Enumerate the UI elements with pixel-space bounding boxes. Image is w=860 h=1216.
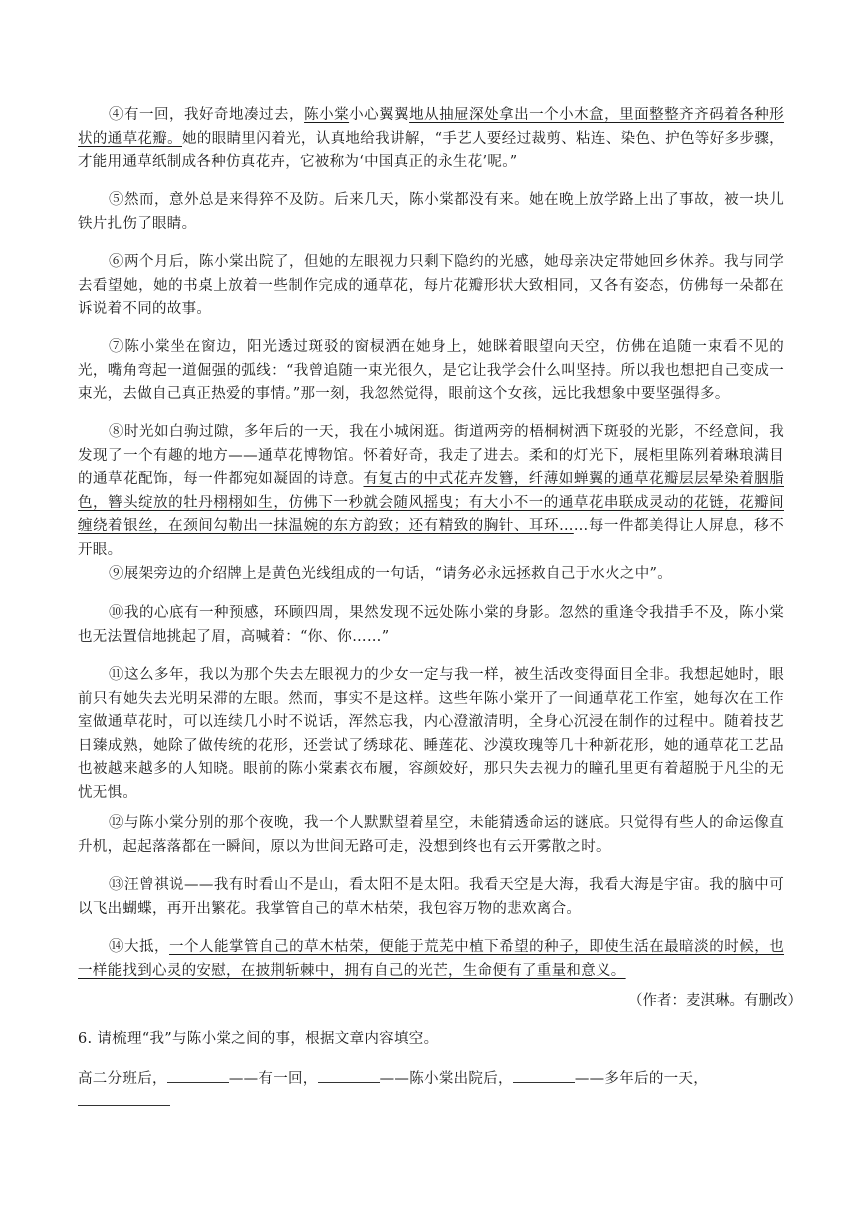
p8-underline-1: 有复古的中式花卉发簪，纤薄如蝉翼的通草花瓣层层晕染着胭脂色，簪头绽放的牡丹栩栩如生，仿佛下一秒就会随风摇曳；有大小不一的通草花串联成灵动的花链，花瓣间缠绕着银丝，在颈间勾勒出一抹温婉的东方韵致；还有精致的胸针、耳环… [78, 471, 784, 534]
p14-underline-1: 一个人能掌管自己的草木枯荣，便能于荒芜中植下希望的种子，即使生活在最暗淡的时候，也一样能找到心灵的安慰，在披荆斩棘中，拥有自己的光芒，生命便有了重量和意义。 [78, 939, 785, 979]
p14-text-1: ⑭大抵， [109, 939, 170, 955]
answer-blank-4[interactable] [78, 1105, 170, 1106]
question-prompt: 6. 请梳理“我”与陈小棠之间的事，根据文章内容填空。 [78, 1031, 439, 1047]
question-segment-4: ——多年后的一天， [574, 1071, 709, 1087]
p4-underline-1: 陈小棠 [304, 107, 350, 123]
paragraph-7: ⑦陈小棠坐在窗边，阳光透过斑驳的窗棂洒在她身上，她眯着眼望向天空，仿佛在追随一束看不见的光，嘴角弯起一道倔强的弧线：“我曾追随一束光很久，是它让我学会什么叫坚持。所以我也想把自己变成一束光，去做自己真正热爱的事情。”那一刻，我忽然觉得，眼前这个女孩，远比我想象中要坚强得多。 [78, 339, 784, 402]
paragraph-5: ⑤然而，意外总是来得猝不及防。后来几天，陈小棠都没有来。她在晚上放学路上出了事故，被一块儿铁片扎伤了眼睛。 [78, 192, 784, 232]
answer-blank-2[interactable] [318, 1066, 380, 1083]
p4-underline-2: 地从抽屉深处拿出一个小木盒，里面整整齐齐码着各种形状的通草花瓣。 [78, 107, 785, 147]
question-fill-line [78, 1066, 798, 1092]
paragraph-4 [78, 104, 784, 175]
paragraph-8 [78, 421, 784, 562]
answer-blank-3[interactable] [513, 1066, 575, 1083]
paragraph-9: ⑨展架旁边的介绍牌上是黄色光线组成的一句话，“请务必永远拯救自己于水火之中”。 [109, 566, 673, 582]
p4-text-1: ④有一回，我好奇地凑过去， [109, 107, 305, 123]
paragraph-10: ⑩我的心底有一种预感，环顾四周，果然发现不远处陈小棠的身影。忽然的重逢令我措手不及，陈小棠也无法置信地挑起了眉，高喊着：“你、你……” [78, 605, 784, 645]
paragraph-12: ⑫与陈小棠分别的那个夜晚，我一个人默默望着星空，未能猜透命运的谜底。只觉得有些人的命运像直升机，起起落落都在一瞬间，原以为世间无路可走，没想到终也有云开雾散之时。 [78, 815, 784, 855]
paragraph-13: ⑬汪曾祺说——我有时看山不是山，看太阳不是太阳。我看天空是大海，我看大海是宇宙。我的脑中可以飞出蝴蝶，再开出繁花。我掌管自己的草木枯荣，我包容万物的悲欢离合。 [78, 877, 784, 917]
paragraph-6: ⑥两个月后，陈小棠出院了，但她的左眼视力只剩下隐约的光感，她母亲决定带她回乡休养。我与同学去看望她，她的书桌上放着一些制作完成的通草花，每片花瓣形状大致相同，又各有姿态，仿佛每一朵都在诉说着不同的故事。 [78, 254, 784, 317]
question-segment-3: ——陈小棠出院后， [379, 1071, 513, 1087]
paragraph-14 [78, 936, 784, 983]
question-segment-2: ——有一回， [228, 1071, 318, 1087]
attribution: （作者：麦淇琳。有删改） [628, 993, 802, 1009]
p4-text-3: 她的眼睛里闪着光，认真地给我讲解，“手艺人要经过裁剪、粘连、染色、护色等好多步骤，才能用通草纸制成各种仿真花卉，它被称为‘中国真正的永生花’呢。” [78, 130, 784, 170]
p8-text-2: …每一件都美得让人屏息，移不开眼。 [78, 518, 784, 558]
p8-text-1: ⑧时光如白驹过隙，多年后的一天，我在小城闲逛。街道两旁的梧桐树洒下斑驳的光影，不经意间，我发现了一个有趣的地方——通草花博物馆。怀着好奇，我走了进去。柔和的灯光下，展柜里陈列着琳琅满目的通草花配饰，每一件都宛如凝固的诗意。 [78, 424, 784, 487]
question-segment-1: 高二分班后， [78, 1071, 167, 1087]
answer-blank-1[interactable] [167, 1066, 229, 1083]
paragraph-11: ⑪这么多年，我以为那个失去左眼视力的少女一定与我一样，被生活改变得面目全非。我想起她时，眼前只有她失去光明呆滞的左眼。然而，事实不是这样。这些年陈小棠开了一间通草花工作室，她每次在工作室做通草花时，可以连续几小时不说话，浑然忘我，内心澄澈清明，全身心沉浸在制作的过程中。随着技艺日臻成熟，她除了做传统的花形，还尝试了绣球花、睡莲花、沙漠玫瑰等几十种新花形，她的通草花工艺品也被越来越多的人知晓。眼前的陈小棠素衣布履，容颜姣好，那只失去视力的瞳孔里更有着超脱于凡尘的无忧无惧。 [78, 667, 784, 801]
p4-text-2: 小心翼翼 [349, 107, 410, 123]
